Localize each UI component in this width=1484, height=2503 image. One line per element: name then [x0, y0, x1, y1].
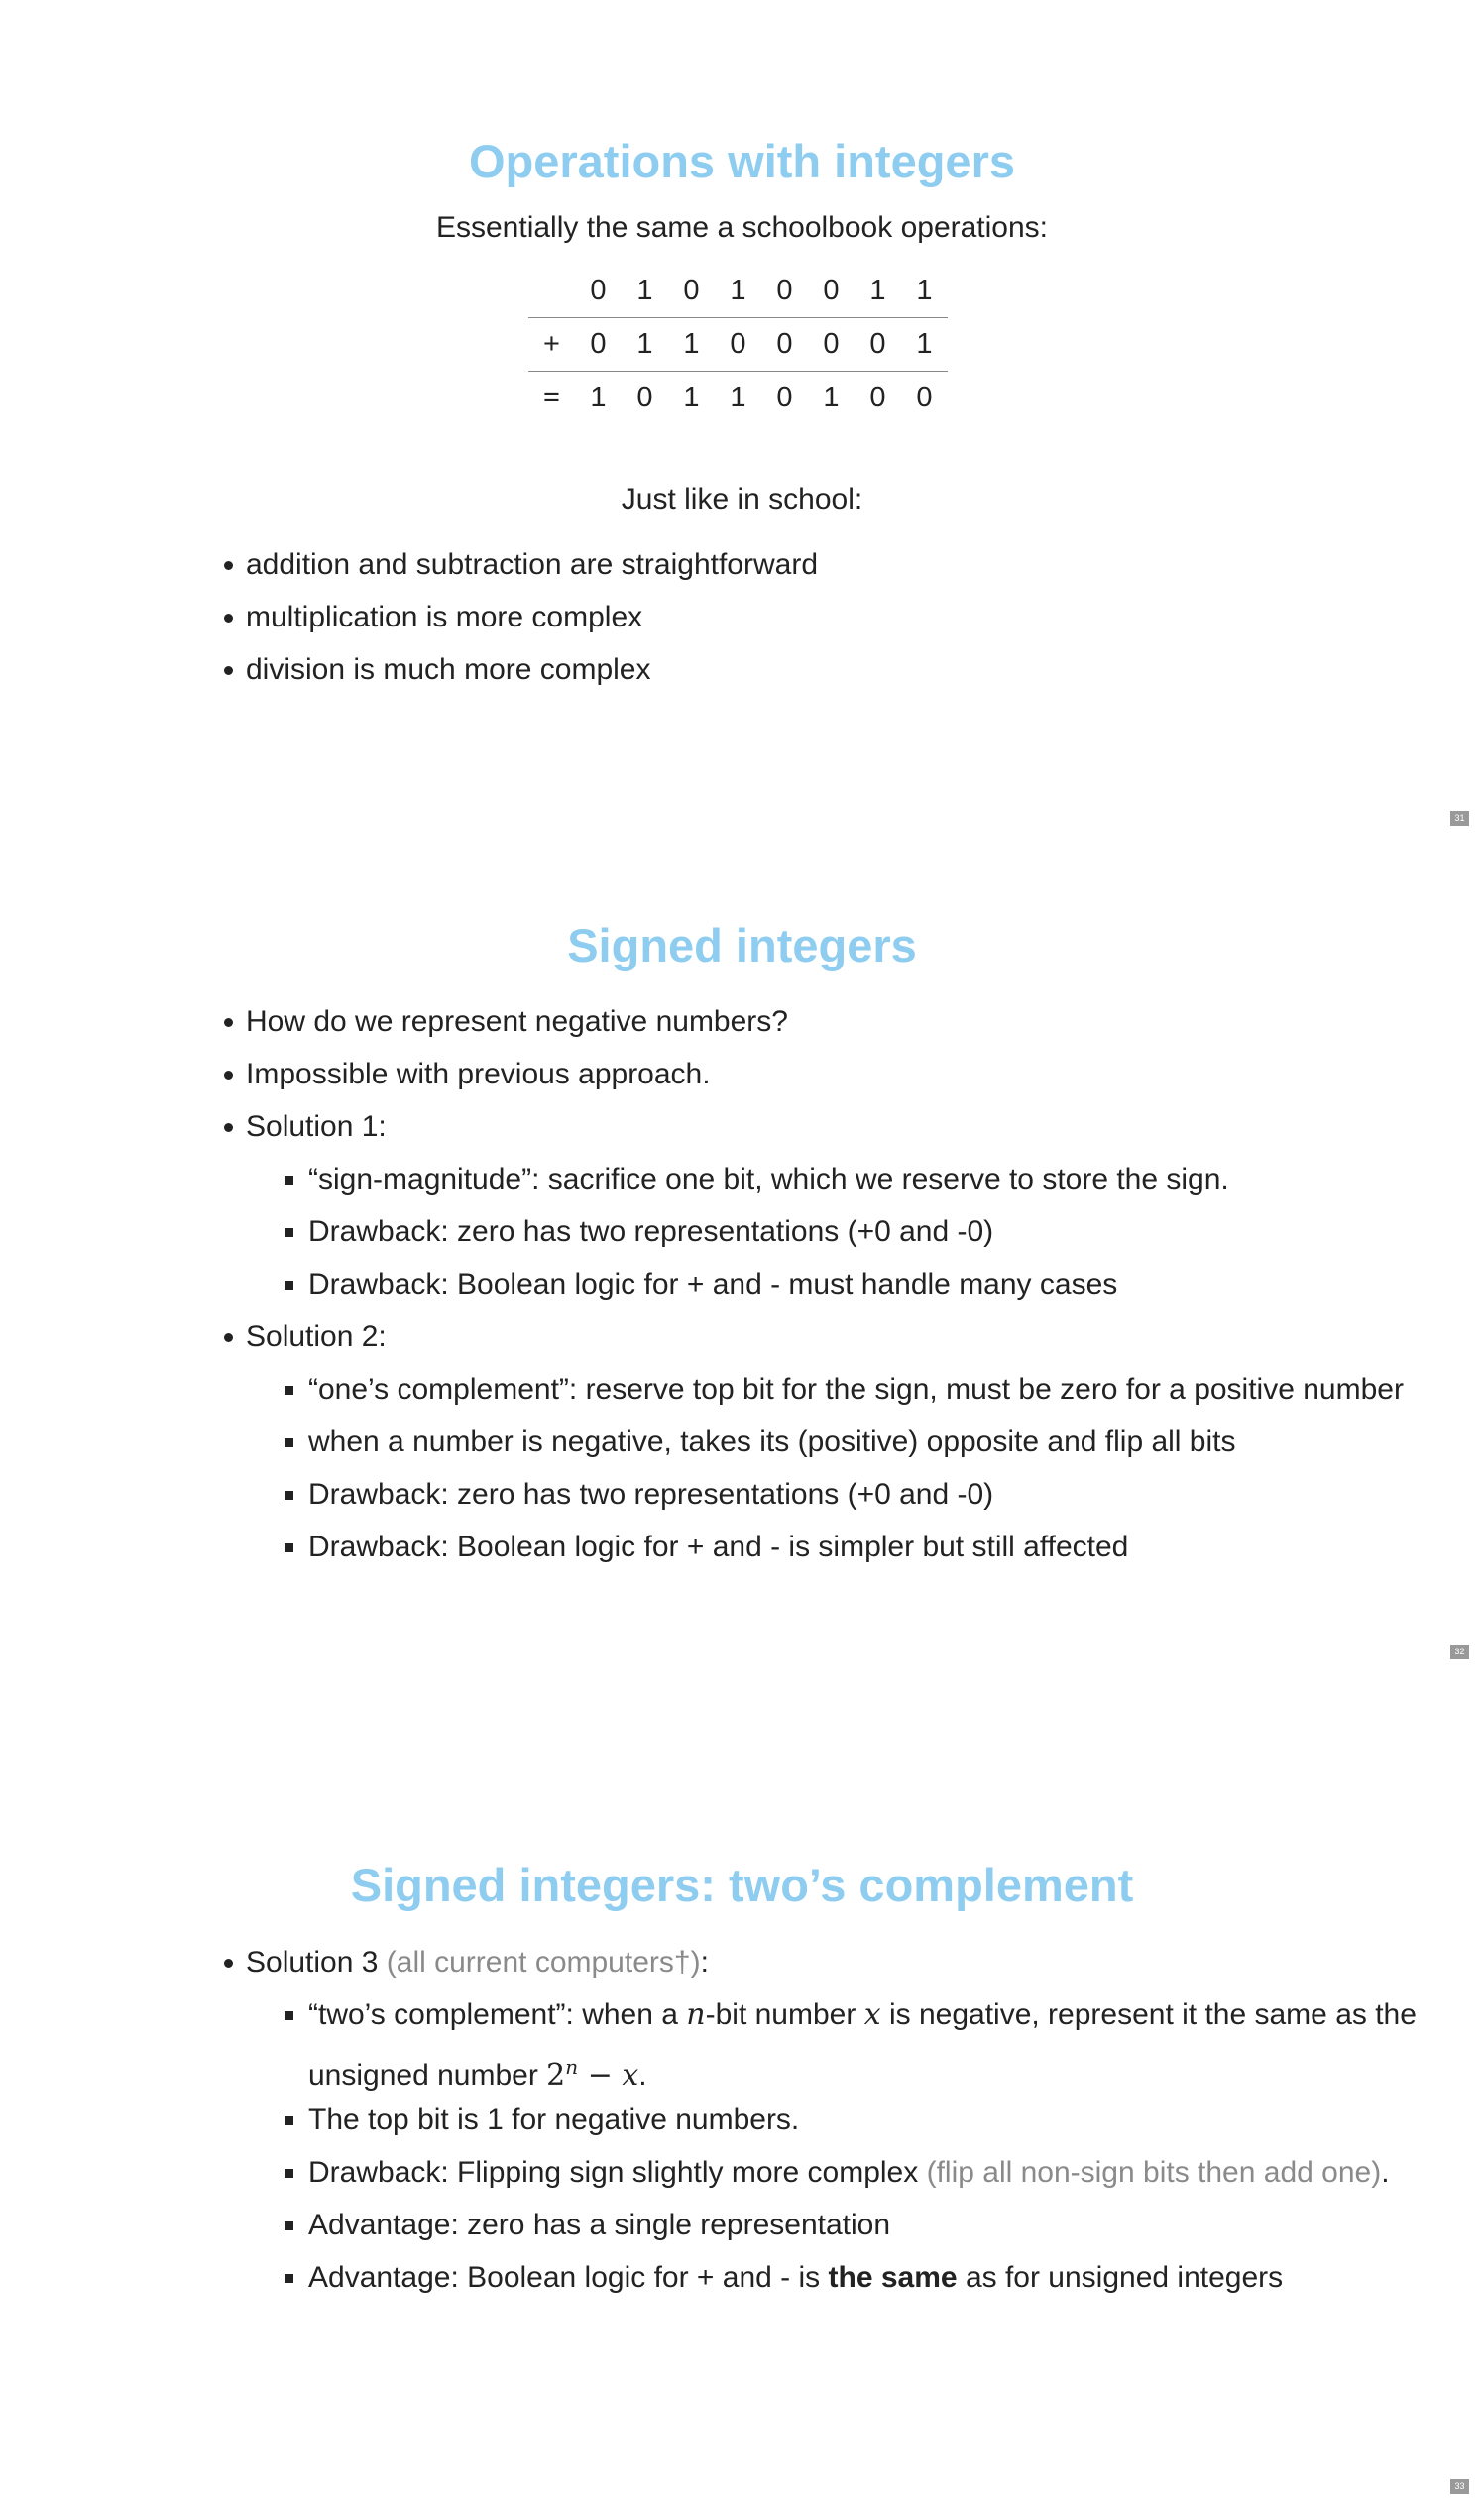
- binary-addition-table: [528, 265, 948, 424]
- cell: [528, 265, 575, 318]
- cell: 1: [715, 372, 761, 425]
- sub-item: Advantage: zero has a single representation: [308, 2199, 1478, 2251]
- drawback-note: (flip all non-sign bits then add one): [926, 2156, 1382, 2189]
- cell: 1: [668, 318, 715, 372]
- page-number: 32: [1450, 1645, 1469, 1659]
- cell: 1: [636, 275, 653, 306]
- period: .: [638, 2059, 647, 2092]
- sub-item: Drawback: zero has two representations (+0 and -0): [308, 1468, 1404, 1521]
- slide-intro: Essentially the same a schoolbook operations:: [435, 211, 1049, 244]
- cell: 1: [869, 275, 886, 306]
- cell: 0: [776, 275, 793, 306]
- sub-item: when a number is negative, takes its (positive) opposite and flip all bits: [308, 1416, 1404, 1468]
- solution-1-sublist: [246, 1153, 1229, 1310]
- formula-base: 2: [546, 2058, 566, 2093]
- drawback-text: Drawback: Flipping sign slightly more complex: [308, 2156, 919, 2189]
- cell: 0: [855, 318, 901, 372]
- math-n: n: [686, 1997, 706, 2032]
- twos-text-b: -bit number: [705, 1998, 856, 2031]
- cell: 0: [575, 318, 622, 372]
- slide-subheading: Just like in school:: [621, 483, 863, 515]
- cell: 1: [730, 275, 746, 306]
- solution-2-sublist: [246, 1363, 1404, 1573]
- sub-item: Drawback: zero has two representations (+0 and -0): [308, 1205, 1229, 1258]
- solution-3-label: Solution 3: [246, 1946, 379, 1979]
- cell: 0: [683, 275, 700, 306]
- bullet-list: [246, 538, 818, 696]
- cell: 1: [668, 372, 715, 425]
- advantage-text-a: Advantage: Boolean logic for + and - is: [308, 2261, 821, 2294]
- list-item: division is much more complex: [246, 643, 818, 696]
- twos-text-c: is negative, represent it the same as the unsigned number: [308, 1998, 1417, 2092]
- list-item: addition and subtraction are straightforward: [246, 538, 818, 591]
- cell: 0: [761, 318, 808, 372]
- cell: 1: [575, 372, 622, 425]
- sub-item: Drawback: Boolean logic for + and - is simpler but still affected: [308, 1521, 1404, 1573]
- cell: 0: [855, 372, 901, 425]
- list-item: Solution 2:: [246, 1310, 387, 1363]
- sub-item: [308, 2251, 1478, 2304]
- cell: 0: [622, 372, 668, 425]
- sub-item: [308, 2146, 1478, 2199]
- advantage-bold: the same: [828, 2261, 958, 2294]
- advantage-text-b: as for unsigned integers: [965, 2261, 1284, 2294]
- cell: 0: [808, 318, 855, 372]
- sub-item: “one’s complement”: reserve top bit for the sign, must be zero for a positive number: [308, 1363, 1404, 1416]
- sum-row: [528, 372, 948, 425]
- page-number: 31: [1450, 811, 1469, 826]
- list-item: multiplication is more complex: [246, 591, 818, 643]
- colon: :: [700, 1946, 709, 1979]
- solution-3-sublist: [246, 1989, 1416, 2304]
- cell: 0: [761, 372, 808, 425]
- cell: 0: [715, 318, 761, 372]
- cell: 1: [808, 372, 855, 425]
- bullet-list: [246, 1310, 387, 1363]
- page-number: 33: [1450, 2479, 1469, 2494]
- cell: 0: [901, 372, 948, 425]
- bullet-list: [246, 1936, 709, 1989]
- sub-item: “sign-magnitude”: sacrifice one bit, which we reserve to store the sign.: [308, 1153, 1229, 1205]
- list-item: Impossible with previous approach.: [246, 1048, 788, 1100]
- cell: 1: [622, 318, 668, 372]
- sub-item: [308, 1989, 1478, 2094]
- sub-item: Drawback: Boolean logic for + and - must handle many cases: [308, 1258, 1229, 1310]
- list-item: How do we represent negative numbers?: [246, 995, 788, 1048]
- solution-3-note: (all current computers†): [386, 1946, 701, 1979]
- formula-rest: − x: [587, 2058, 639, 2093]
- cell: +: [528, 318, 575, 372]
- cell: =: [528, 372, 575, 425]
- cell: 0: [823, 275, 840, 306]
- twos-text-a: “two’s complement”: when a: [308, 1998, 678, 2031]
- math-formula: [546, 2055, 639, 2093]
- sub-item: The top bit is 1 for negative numbers.: [308, 2094, 1478, 2146]
- cell: 0: [590, 275, 607, 306]
- list-item: Solution 1:: [246, 1100, 788, 1153]
- period: .: [1381, 2156, 1390, 2189]
- bullet-list: [246, 995, 788, 1153]
- cell: 1: [916, 275, 933, 306]
- cell: 1: [901, 318, 948, 372]
- slide-title: Operations with integers: [468, 135, 1016, 187]
- addend-row-2: [528, 318, 948, 372]
- slide-title: Signed integers: two’s complement: [350, 1859, 1134, 1911]
- formula-exponent: n: [565, 2055, 579, 2079]
- math-x: x: [863, 1997, 881, 2032]
- slide-31: [0, 0, 1484, 833]
- slide-title: Signed integers: [567, 919, 917, 971]
- addend-row-1: [528, 265, 948, 318]
- list-item: [246, 1936, 709, 1989]
